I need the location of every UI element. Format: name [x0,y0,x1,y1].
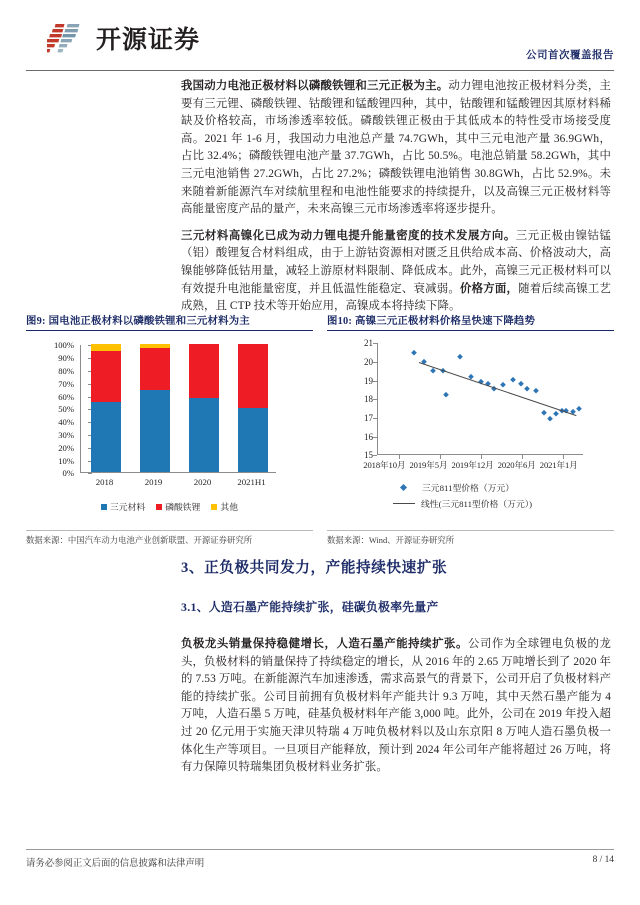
paragraph-2-body-b: 随着后续高镍工艺成熟，且 CTP 技术等开始应用，高镍成本将持续下降。 [181,282,611,313]
scatter-point [500,382,506,388]
scatter-x-tick-label: 2018年10月 [363,460,408,471]
bar-segment [238,344,268,408]
scatter-y-tick-label: 18 [364,394,373,405]
bar-chart-y-tick-label: 10% [58,455,74,466]
bar-chart-y-axis [38,337,78,481]
figure-10-rule [327,330,614,331]
legend-label: 其他 [220,502,238,513]
stacked-bar-chart [26,337,313,532]
brand-name: 开源证券 [96,24,201,54]
scatter-point [510,377,516,383]
bar-segment [189,344,219,397]
scatter-point [532,388,538,394]
bar-chart-y-tick [88,473,92,474]
scatter-chart [327,337,614,532]
scatter-y-tick-label: 17 [364,413,373,424]
legend-line-icon [393,503,415,504]
figure-9-number: 图9: [26,316,46,327]
section-heading-3-1 [181,598,439,615]
bar-chart-legend [26,500,313,513]
paragraph-2-body-a: 三元正极由镍钴锰（铝）酸锂复合材料组成，由于上游钴资源相对匮乏且供给成本高、价格波动大，高镍能够降低钴用量，减轻上游原材料限制、降低成本。此外，高镍三元正极材料可以有效提升电池能量密度，并且低温性能稳定、衰减弱。 [181,229,611,295]
bar-chart-y-tick-label: 0% [62,468,74,479]
paragraph-2 [181,228,611,316]
bar-segment [91,402,121,472]
paragraph-3-lead: 负极龙头销量保持稳健增长，人造石墨产能持续扩张。 [181,638,468,650]
bar-chart-plot-area [80,345,276,473]
paragraph-1 [181,78,611,219]
bar-group [238,344,268,472]
legend-label: 三元材料 [109,502,146,513]
scatter-point [553,411,559,417]
bar-segment [91,344,121,350]
section-heading-3 [181,556,447,577]
scatter-legend [327,479,614,511]
scatter-point [518,381,524,387]
scatter-y-tick-label: 20 [364,357,373,368]
scatter-legend-item-series [327,479,614,495]
scatter-trendline [419,362,577,416]
paragraph-3-body: 公司作为全球锂电负极的龙头，负极材料的销量保持了持续稳定的增长，从 2016 年的 2.65 万吨增长到了 2020 年的 7.53 万吨。在新能源汽车加速渗透，需求高景气的背景下，公司开启了负极材料产能的持续扩张。公司目前拥有负极材料年产能共计 9.3 万吨，其中天然石墨产能为 4 万吨，人造石墨 5 万吨，硅基负极材料年产能 3,000 吨。此外，公司在 2019 年投入超过 20 亿元用于实施天津贝特瑞 4 万吨负极材料以及山东京阳 8 万吨人造石墨负极一体化生产等项目。一旦项目产能释放，预计到 2024 年公司年产能将超过 26 万吨，将有力保障贝特瑞集团负极材料业务扩张。 [181,638,612,774]
bar-chart-y-tick-label: 40% [58,417,74,428]
brand-logo [47,22,200,56]
scatter-x-tick-label: 2020年6月 [497,460,538,471]
bar-chart-x-tick-label: 2018 [95,477,114,488]
figure-10-title [327,312,614,330]
footer-divider [26,849,614,850]
scatter-point [547,416,553,422]
legend-marker-icon [400,484,407,491]
figure-9-caption: 国电池正极材料以磷酸铁锂和三元材料为主 [48,316,250,327]
scatter-point [411,350,417,356]
scatter-x-tick-label: 2019年5月 [409,460,450,471]
figure-9-body [26,333,313,528]
scatter-y-tick-label: 21 [364,338,373,349]
bar-chart-y-tick-label: 20% [58,442,74,453]
paragraph-2-lead: 三元材料高镍化已成为动力锂电提升能量密度的技术发展方向。 [181,229,516,242]
bar-segment [238,408,268,472]
scatter-legend-item-trendline [327,495,614,511]
bar-chart-x-tick-label: 2020 [193,477,212,488]
scatter-y-tick-label: 16 [364,431,373,442]
page-header [0,0,640,72]
scatter-x-tick-label: 2019年12月 [451,460,496,471]
bar-group [189,344,219,472]
scatter-point [443,392,449,398]
figures-row [26,312,614,546]
scatter-y-tick-label: 15 [364,450,373,461]
bar-group [140,344,170,472]
bar-chart-legend-item [211,500,238,513]
bar-group [91,344,121,472]
section-3-number: 3、 [181,560,205,576]
figure-9-rule [26,330,313,331]
scatter-y-tick [373,455,377,456]
figure-10 [327,312,614,546]
report-type-label: 公司首次覆盖报告 [526,50,614,61]
legend-swatch-icon [156,504,162,510]
figure-10-caption: 高镍三元正极材料价格呈快速下降趋势 [355,316,536,327]
paragraph-1-lead: 我国动力电池正极材料以磷酸铁锂和三元正极为主。 [181,80,449,92]
bar-chart-legend-item [156,500,200,513]
bar-chart-y-tick-label: 30% [58,429,74,440]
bar-chart-y-tick-label: 70% [58,378,74,389]
legend-label: 磷酸铁锂 [165,502,201,513]
figure-9-source: 数据来源：中国汽车动力电池产业创新联盟、开源证券研究所 [26,530,313,546]
legend-swatch-icon [101,504,107,510]
bar-segment [140,348,170,390]
scatter-point [524,386,530,392]
paragraph-2-bold-price: 价格方面， [459,282,519,295]
figure-10-source: 数据来源：Wind、开源证券研究所 [327,530,614,546]
bar-chart-y-tick-label: 80% [58,365,74,376]
scatter-point [457,354,463,360]
paragraph-1-body: 动力锂电池按正极材料分类，主要有三元锂、磷酸铁锂、钴酸锂和锰酸锂四种，其中，钴酸锂和锰酸锂因其原材料稀缺及价格较高，市场渗透率较低。磷酸铁锂正极由于其低成本的特性受市场接受度高。2021 年 1-6 月，我国动力电池总产量 74.7GWh，其中三元电池产量 36.9GWh，占比 32.4%；磷酸铁锂电池产量 37.7GWh，占比 50.5%。电池总销量 58.2GWh，其中三元电池销售 27.2GWh，占比 27.2%；磷酸铁锂电池销售 30.8GWh，占比 52.9%。未来随着新能源汽车对续航里程和电池性能要求的持续提升，以及高镍三元正极材料等高能量密度产品的量产，未来高镍三元市场渗透率将逐步提升。 [181,80,611,216]
bar-segment [189,398,219,473]
paragraph-3 [181,636,611,777]
scatter-y-tick-label: 19 [364,375,373,386]
scatter-point [576,406,582,412]
footer-page-number: 8 / 14 [592,855,614,865]
footer-disclaimer: 请务必参阅正文后面的信息披露和法律声明 [26,859,205,869]
scatter-x-tick-label: 2021年1月 [539,460,578,471]
figure-10-number: 图10: [327,316,353,327]
section-3-1-number: 3.1、 [181,600,209,614]
section-3-title: 正负极共同发力，产能持续快速扩张 [204,560,448,576]
bar-chart-legend-item [101,500,145,513]
legend-label: 线性(三元811型价格（万元）) [421,498,533,509]
legend-swatch-icon [211,504,217,510]
figure-9-title [26,312,313,330]
bar-chart-x-axis [80,477,276,491]
bar-segment [91,351,121,402]
bar-chart-x-tick-label: 2019 [144,477,163,488]
scatter-point [541,410,547,416]
bar-chart-y-tick-label: 50% [58,404,74,415]
bar-chart-y-tick-label: 60% [58,391,74,402]
main-text-block [181,78,611,325]
bar-chart-y-tick-label: 100% [53,340,74,351]
secondary-text-block [181,636,611,786]
figure-10-body [327,333,614,528]
bar-chart-x-tick-label: 2021H1 [237,477,266,488]
header-divider [26,70,614,71]
scatter-plot-area [377,343,583,455]
bar-segment [140,390,170,472]
bar-chart-y-tick-label: 90% [58,353,74,364]
legend-label: 三元811型价格（万元） [422,482,515,493]
kaiyuan-securities-logo-icon [47,22,87,56]
scatter-point [429,368,435,374]
figure-9 [26,312,313,546]
section-3-1-title: 人造石墨产能持续扩张，硅碳负极率先量产 [208,600,439,614]
bar-segment [140,344,170,348]
scatter-x-axis [327,459,614,471]
